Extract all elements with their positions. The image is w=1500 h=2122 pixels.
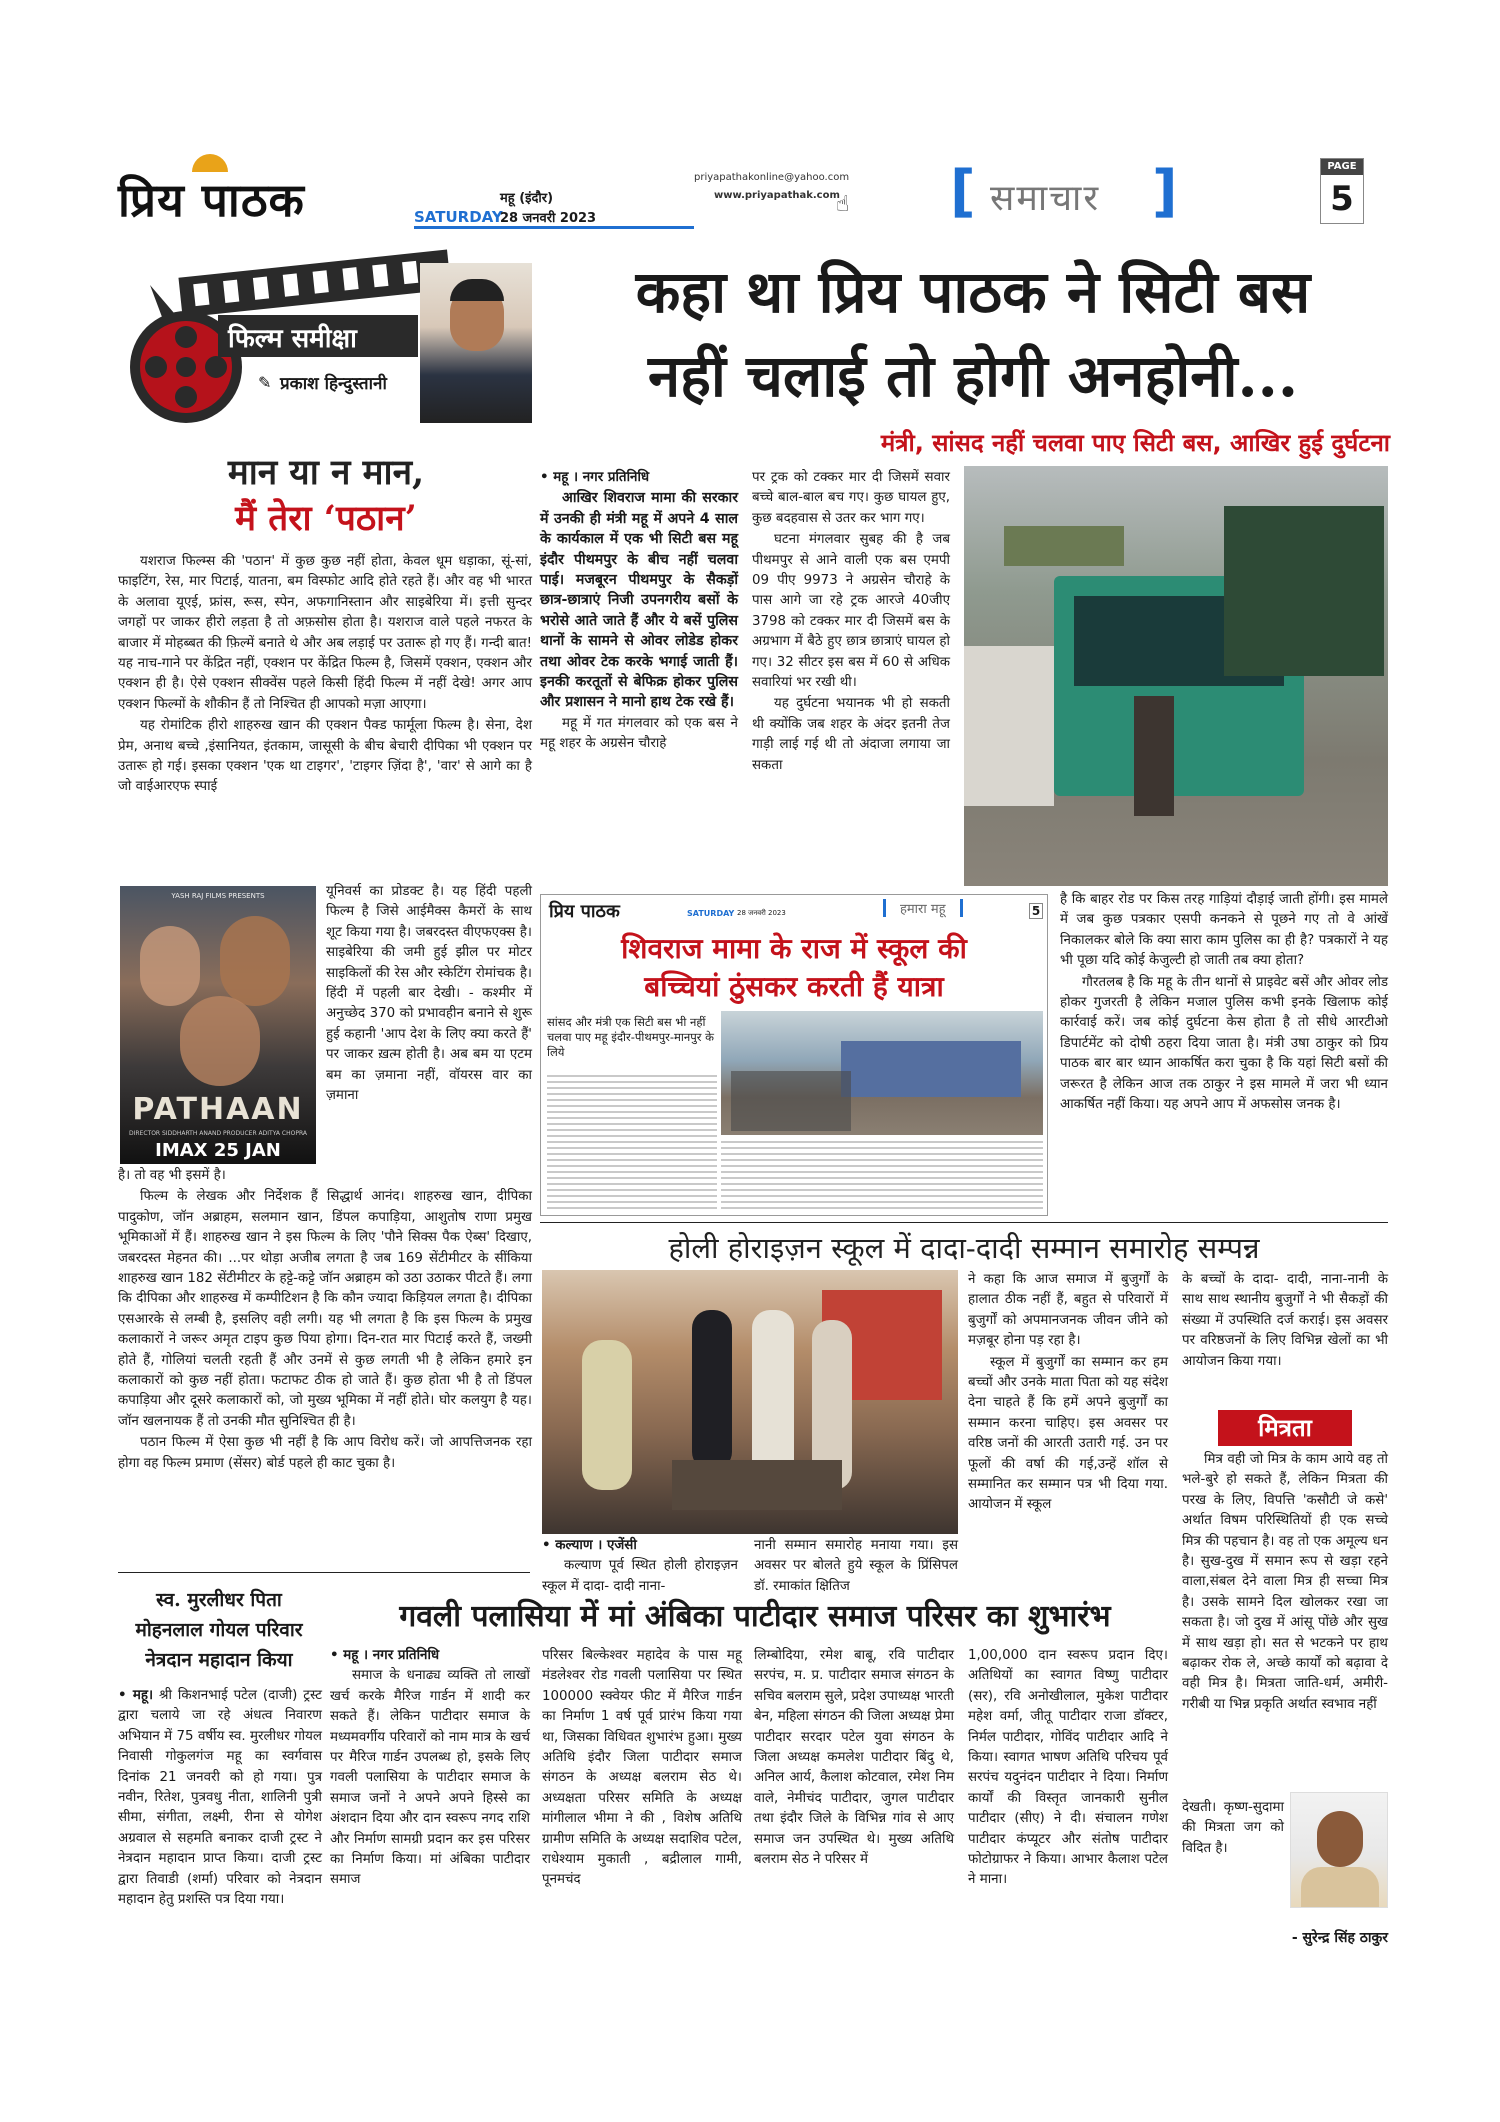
masthead-place: महू (इंदौर) xyxy=(500,191,554,206)
mitrata-head-box xyxy=(1218,1410,1352,1446)
masthead-email[interactable]: priyapathakonline@yahoo.com xyxy=(694,172,850,183)
goyal-headline-2: मोहनलाल गोयल परिवार xyxy=(135,1619,303,1641)
film-headline-1: मान या न मान, xyxy=(227,452,425,493)
mitrata-author-photo xyxy=(1290,1792,1388,1908)
mitrata-para: मित्र वही जो मित्र के काम आये वह तो भले-बुरे हो सकते हैं, लेकिन मित्रता की परख के लिए, विपत्ति 'कसौटी जे कसे' अर्थात विषम परिस्थितियों ही एक सच्चे मित्र की पहचान है। वह तो एक अमूल्य धन है। सुख-दुख में समान रूप से खड़ा रहने वाला,संबल देने वाला मित्र ही सच्चा मित्र है। उसके सामने दिल खोलकर रखा जा सकता है। जो दुख में आंसू पोंछे और सुख में साथ खड़ा हो। सत से भटकने पर हाथ बढ़ाकर रोक ले, अच्छे कार्यों को बढ़ावा दे वही मित्र है। मित्रता जाति-धर्म, अमीरी-गरीबी या भिन्न प्रकृति अर्थात स्वभाव नहीं xyxy=(1182,1452,1388,1712)
inset-day: SATURDAY xyxy=(687,909,735,918)
gavli-col-2-para: परिसर बिल्केश्वर महादेव के पास महू मंडलेश्वर रोड गवली पलासिया पर स्थित 100000 स्क्वेयर फीट में मैरिज गार्डन का निर्माण 1 वर्ष पूर्व प्रारंभ किया गया था, जिसका विधिवत शुभारंभ हुआ। मुख्य अतिथि इंदौर जिला पाटीदार समाज संगठन के अध्यक्ष बलराम सेठ थे। अध्यक्षता परिसर समिति के अध्यक्ष मांगीलाल भीमा ने की , विशेष अतिथि ग्रामीण समिति के अध्यक्ष सदाशिव पटेल, राधेश्याम मुकाती , बद्रीलाल गामी, पूनमचंद xyxy=(542,1648,742,1888)
poster-credit: DIRECTOR SIDDHARTH ANAND PRODUCER ADITYA CHOPRA xyxy=(129,1130,307,1137)
holi-col-3-para-1: ने कहा कि आज समाज में बुजुर्गों के हालात ठीक नहीं हैं, बहुत से परिवारों में बुजुर्गों को अपमानजनक जीवन जीने को मज़बूर होना पड़ रहा है। xyxy=(968,1272,1168,1349)
page-label: PAGE xyxy=(1321,159,1363,175)
masthead-day: SATURDAY xyxy=(414,208,503,226)
masthead-logo: प्रिय पाठक xyxy=(118,173,305,227)
page-box xyxy=(1320,158,1364,224)
film-para-3: फिल्म के लेखक और निर्देशक हैं सिद्धार्थ आनंद। शाहरुख खान, दीपिका पादुकोण, जॉन अब्राहम, सलमान खान, डिंपल कपाड़िया, आशुतोष राणा प्रमुख भूमिकाओं में हैं। शाहरुख खान ने इस फिल्म के लिए 'पौने सिक्स पैक ऐब्स' दिखाए, जबरदस्त मेहनत की। ...पर थोड़ा अजीब लगता है जब 169 सेंटीमीटर के सींकिया शाहरुख खान 182 सेंटीमीटर के हट्टे-कट्टे जॉन अब्राहम को उठा उठाकर पीटते हैं। लगा कि दीपिका और शाहरुख में कम्पीटिशन है कि कौन ज्यादा किड़ियल लगता है। दीपिका एसआरके से लम्बी है, इसलिए वही लगी। यह भी लगता है कि इस फिल्म के प्रमुख कलाकारों ने जरूर अमृत टाइप कुछ पिया होगा। दिन-रात मार पिटाई करते हैं, जख्मी होते हैं, गोलियां चलती रहती हैं और उनमें से कुछ लगती भी है लेकिन हमारे इन कलाकारों को कुछ नहीं होता। फटाफट ठीक हो जाते हैं। कुछ होता भी है तो डिंपल कपाड़िया और दूसरे कलाकारों को, जो मुख्य भूमिका में नहीं होते। घोर कलयुग है यह। जॉन खलनायक हैं तो उनकी मौत सुनिश्चित ही है। xyxy=(118,1189,532,1429)
inset-logo: प्रिय पाठक xyxy=(549,901,620,922)
film-para-4: पठान फिल्म में ऐसा कुछ भी नहीं है कि आप विरोध करें। जो आपत्तिजनक रहा होगा वह फिल्म प्रमाण (सेंसर) बोर्ड पहले ही काट चुका है। xyxy=(118,1435,532,1471)
goyal-para: श्री किशनभाई पटेल (दाजी) ट्रस्ट द्वारा चलाये जा रहे अंधत्व निवारण अभियान में 75 वर्षीय स्व. मुरलीधर गोयल निवासी गोकुलगंज महू का स्वर्गवास दिनांक 21 जनवरी को हो गया। पुत्र नवीन, रितेश, पुत्रवधु नीता, शालिनी पुत्री सीमा, संगीता, लक्ष्मी, रीना से योगेश अग्रवाल से सहमति बनाकर दाजी ट्रस्ट ने नेत्रदान महादान प्राप्त किया। दाजी ट्रस्ट द्वारा तिवाडी (शर्मा) परिवार को नेत्रदान महादान हेतु प्रशस्ति पत्र दिया गया। xyxy=(118,1688,322,1908)
inset-subheadline: सांसद और मंत्री एक सिटी बस भी नहीं चलवा पाए महू इंदौर-पीथमपुर-मानपुर के लिये xyxy=(547,1015,714,1059)
gavli-dateline: • महू । नगर प्रतिनिधि xyxy=(330,1648,440,1663)
holi-event-photo xyxy=(542,1270,958,1534)
bus-col-2-para-1: पर ट्रक को टक्कर मार दी जिसमें सवार बच्चे बाल-बाल बच गए। कुछ घायल हुए, कुछ बदहवास से उतर कर भाग गए। xyxy=(752,470,950,526)
gavli-col-4-para: 1,00,000 दान स्वरूप प्रदान दिए। अतिथियों का स्वागत विष्णु पाटीदार (सर), रवि अनोखीलाल, मुकेश पाटीदार महेश वर्मा, जीतू पाटीदार राजा डॉक्टर, निर्मल पाटीदार, गोविंद पाटीदार आदि ने किया। स्वागत भाषण अतिथि परिचय पूर्व सरपंच यदुनंदन पाटीदार ने दिया। निर्माण कार्यों की विस्तृत जानकारी सुनील पाटीदार (सीए) ने दी। संचालन गणेश पाटीदार कंप्यूटर और संतोष पाटीदार फोटोग्राफर ने किया। आभार कैलाश पटेल ने माना। xyxy=(968,1648,1168,1888)
holi-col-1 xyxy=(542,1536,738,1598)
holi-dateline: • कल्याण । एजेंसी xyxy=(542,1538,637,1553)
mitrata-tail xyxy=(1182,1798,1284,1860)
masthead-date: 28 जनवरी 2023 xyxy=(500,211,597,226)
film-body-1 xyxy=(118,552,532,799)
film-para-1: यशराज फिल्म्स की 'पठान' में कुछ कुछ नहीं होता, केवल धूम धड़ाका, सूं-सां, फाइटिंग, रेस, मार पिटाई, यातना, बम विस्फोट आदि होते रहते हैं। और वह भी भारत के अलावा यूएई, फ्रांस, रूस, स्पेन, अफगानिस्तान और साइबेरिया में। इत्ती सुन्दर जगहों पर जाकर हीरो लड़ता है तो अफ़सोस होता है। यशराज वाले पहले नफरत के बाजार में मोहब्बत की फ़िल्में बनाते थे और अब लड़ाई पर उतारू हो गए हैं। गन्दी बात! यह नाच-गाने पर केंद्रित नहीं, एक्शन पर केंद्रित फिल्म है, जिसमें एक्शन, एक्शन और एक्शन ही है। ऐसे एक्शन सीक्वेंस पहले किसी हिंदी फिल्म में नहीं देखे! अगर आप एक्शन फिल्मों के शौकीन हैं तो निश्चित ही आपको मज़ा आएगा। xyxy=(118,554,532,712)
film-body-3 xyxy=(118,1166,532,1475)
bus-dateline: • महू । नगर प्रतिनिधि xyxy=(540,470,650,485)
film-banner xyxy=(120,245,532,430)
bus-col-3-para-1: है कि बाहर रोड पर किस तरह गाड़ियां दौड़ाई जाती होंगी। इस मामले में जब कुछ पत्रकार एसपी कनकने से पूछने गए तो वे आंखें निकालकर बोले कि क्या सारा काम पुलिस का ही है? पत्रकारों ने यह भी पूछा यदि कोई केजुल्टी हो जाती तब क्या होता? xyxy=(1060,892,1388,969)
film-author: प्रकाश हिन्दुस्तानी xyxy=(280,374,387,394)
holi-col-2-para: नानी सम्मान समारोह मनाया गया। इस अवसर पर बोलते हुये स्कूल के प्रिंसिपल डॉ. रमाकांत क्षितिज xyxy=(754,1538,958,1594)
bus-col-3-para-2: गौरतलब है कि महू के तीन थानों से प्राइवेट बसें और ओवर लोड होकर गुजरती है लेकिन मजाल पुलिस कभी इनके खिलाफ कोई कार्रवाई करें। जब कोई दुर्घटना केस होता है तो सीधे आरटीओ डिपार्टमेंट को दोषी ठहरा दिया जाता है। मंत्री उषा ठाकुर को प्रिय पाठक बार बार ध्यान आकर्षित करा चुका है कि यहां सिटी बसों की जरूरत है लेकिन आज तक ठाकुर ने इस मामले में जरा भी ध्यान आकर्षित नहीं किया। यह अपने आप में अफसोस जनक है। xyxy=(1060,974,1388,1113)
section-bracket-left: [ xyxy=(950,159,976,224)
mitrata-headline: मित्रता xyxy=(1258,1414,1312,1442)
bus-col-1-para: महू में गत मंगलवार को एक बस ने महू शहर के अग्रसेन चौराहे xyxy=(540,715,738,752)
gavli-col-1-para: समाज के धनाढ्य व्यक्ति तो लाखों खर्च करके मैरिज गार्डन में शादी कर सकते हैं। लेकिन पाटीदार समाज के मध्यमवर्गीय परिवारों को नाम मात्र के खर्च पर मैरिज गार्डन उपलब्ध हो, इसके लिए गवली पलासिया के पाटीदार समाज के समाज जनों ने अपने अपने हिस्से का अंशदान दिया और दान स्वरूप नगद राशि और निर्माण सामग्री प्रदान कर इस परिसर का निर्माण किया। मां अंबिका पाटीदार समाज xyxy=(330,1668,530,1888)
masthead-web[interactable]: www.priyapathak.com xyxy=(714,190,840,201)
gavli-headline: गवली पलासिया में मां अंबिका पाटीदार समाज परिसर का शुभारंभ xyxy=(399,1599,1111,1634)
goyal-top-rule xyxy=(118,1572,530,1573)
film-banner-title: फिल्म समीक्षा xyxy=(228,324,357,354)
inset-body-text-2 xyxy=(721,1141,1043,1209)
holi-col-3-para-2: स्कूल में बुजुर्गों का सम्मान कर हम बच्चों और उनके माता पिता को यह संदेश देना चाहते हैं कि हमें अपने बुजुर्गों का सम्मान करना चाहिए। इस अवसर पर वरिष्ठ जनों की आरती उतारी गई. उन पर फूलों की वर्षा की गई,उन्हें शॉल से सम्मानित कर सम्मान पत्र भी दिया गया. आयोजन में स्कूल xyxy=(968,1354,1168,1513)
inset-page: 5 xyxy=(1029,903,1043,919)
bus-headline-1: कहा था प्रिय पाठक ने सिटी बस xyxy=(635,258,1311,326)
pathaan-poster xyxy=(120,886,316,1164)
holi-col-4 xyxy=(1182,1270,1388,1373)
bus-col-3 xyxy=(1060,890,1388,1116)
film-para-2b: यूनिवर्स का प्रोडक्ट है। यह हिंदी पहली फिल्म है जिसे आईमैक्स कैमरों के साथ शूट किया गया है। जबरदस्त वीएफएक्स है। साइबेरिया की जमी हुई झील पर मोटर साइकिलों की रेस और स्केटिंग रोमांचक है। हिंदी में पहली बार देखी। - कश्मीर में अनुच्छेद 370 को प्रभावहीन बनाने से शुरू हुई कहानी 'आप देश के लिए क्या करते हैं' पर जाकर ख़त्म होती है। अब बम या एटम बम का ज़माना नहीं, वॉयरस वार का ज़माना xyxy=(326,884,532,1104)
goyal-headline-1: स्व. मुरलीधर पिता xyxy=(156,1589,282,1611)
inset-section: हमारा महू xyxy=(883,899,963,917)
film-para-2a: यह रोमांटिक हीरो शाहरुख खान की एक्शन पैक्ड फार्मूला फिल्म है। सेना, देश प्रेम, अनाथ बच्चे ,इंसानियत, इंतकाम, जासूसी के बीच बेचारी दीपिका भी एक्शन पर उतारू हो गई। इसका एक्शन 'एक था टाइगर', 'टाइगर ज़िंदा है', 'वार' से आगे का है जो वाईआरएफ स्पाई xyxy=(118,718,532,795)
masthead xyxy=(110,150,1390,232)
holi-col-4-para: के बच्चों के दादा- दादी, नाना-नानी के साथ साथ स्थानीय बुजुर्गों ने भी सैकड़ों की संख्या में उपस्थिति दर्ज कराई। इस अवसर पर वरिष्ठजनों के लिए विभिन्न खेलों का भी आयोजन किया गया। xyxy=(1182,1272,1388,1369)
inset-date: 28 जनवरी 2023 xyxy=(737,909,786,917)
bus-col-2-para-3: यह दुर्घटना भयानक भी हो सकती थी क्योंकि जब शहर के अंदर इतनी तेज गाड़ी लाई गई थी तो अंदाजा लगाया जा सकता xyxy=(752,696,950,773)
bus-subheadline: मंत्री, सांसद नहीं चलवा पाए सिटी बस, आखिर हुई दुर्घटना xyxy=(880,429,1390,457)
inset-headline-1: शिवराज मामा के राज में स्कूल की xyxy=(621,932,967,965)
bus-col-2-para-2: घटना मंगलवार सुबह की है जब पीथमपुर से आने वाली एक बस एमपी 09 पीए 9973 ने अग्रसेन चौराहे के पास आगे जा रहे ट्रक आरजे 40जीए 3798 को टक्कर मार दी जिसमें बस के अग्रभाग में बैठे हुए छात्र छात्राएं घायल हो गए। 32 सीटर इस बस में 60 से अधिक सवारियां भर रखी थी। xyxy=(752,532,950,691)
inset-headline-2: बच्चियां ठुंसकर करती हैं यात्रा xyxy=(644,970,944,1003)
film-body-2 xyxy=(326,882,532,1107)
film-para-2c: है। तो वह भी इसमें है। xyxy=(118,1168,226,1183)
bus-accident-photo xyxy=(964,466,1388,886)
author-photo xyxy=(420,263,532,423)
gavli-col-3 xyxy=(754,1646,954,1871)
mitrata-author: - सुरेन्द्र सिंह ठाकुर xyxy=(1291,1930,1388,1946)
mitrata-tail-para: देखती। कृष्ण-सुदामा की मित्रता जग को विदित है। xyxy=(1182,1800,1284,1856)
holi-top-rule xyxy=(540,1222,1388,1223)
sun-logo-icon xyxy=(192,154,228,172)
section-bracket-right: ] xyxy=(1152,159,1178,224)
bus-lead: आखिर शिवराज मामा की सरकार में उनकी ही मंत्री महू में अपने 4 साल के कार्यकाल में एक भी सिटी बस महू इंदौर पीथमपुर के बीच नहीं चलवा पाई। मजबूरन पीथमपुर के सैकड़ों छात्र-छात्राएं निजी उपनगरीय बसों के भरोसे आते जाते हैं और ये बसें पुलिस थानों के सामने से ओवर लोडेड होकर तथा ओवर टेक करके भगाई जाती हैं। इनकी करतूतों से बेफिक्र होकर पुलिस और प्रशासन ने मानो हाथ टेक रखे हैं। xyxy=(540,490,738,711)
gavli-col-4 xyxy=(968,1646,1168,1892)
goyal-headline-3: नेत्रदान महादान किया xyxy=(145,1649,293,1671)
bus-headline-2: नहीं चलाई तो होगी अनहोनी... xyxy=(647,342,1299,410)
poster-top-text: YASH RAJ FILMS PRESENTS xyxy=(171,892,265,900)
poster-title: PATHAAN xyxy=(132,1092,304,1127)
holi-col-1-para: कल्याण पूर्व स्थित होली होराइज़न स्कूल में दादा- दादी नाना- xyxy=(542,1558,738,1594)
page-number: 5 xyxy=(1330,179,1354,219)
film-headline-2: मैं तेरा ‘पठान’ xyxy=(235,498,417,539)
bus-col-2 xyxy=(752,468,950,777)
gavli-col-1 xyxy=(330,1646,530,1892)
inset-students-photo xyxy=(721,1011,1043,1135)
holi-col-2 xyxy=(754,1536,958,1598)
gavli-col-3-para: लिम्बोदिया, रमेश बाबू, रवि पाटीदार सरपंच, म. प्र. पाटीदार समाज संगठन के सचिव बलराम सुले, प्रदेश उपाध्यक्ष भारती बेन, महिला संगठन की जिला अध्यक्ष प्रेमा पाटीदार सरदार पटेल युवा संगठन के जिला अध्यक्ष कमलेश पाटीदार बिंदु थे, अनिल आर्य, कैलाश कोटवाल, रमेश निम वाले, नेमीचंद पाटीदार, जुगल पाटीदार तथा इंदौर जिले के विभिन्न गांव से आए समाज जन उपस्थित थे। मुख्य अतिथि बलराम सेठ ने परिसर में xyxy=(754,1648,954,1868)
holi-headline: होली होराइज़न स्कूल में दादा-दादी सम्मान समारोह सम्पन्न xyxy=(668,1231,1260,1265)
goyal-dateline: • महू। xyxy=(118,1688,154,1703)
goyal-body xyxy=(118,1686,322,1911)
gavli-col-2 xyxy=(542,1646,742,1892)
pen-icon: ✎ xyxy=(258,373,272,392)
masthead-rule xyxy=(414,226,694,229)
holi-col-3 xyxy=(968,1270,1168,1517)
hand-pointer-icon: ☝ xyxy=(836,192,850,217)
inset-body-text xyxy=(547,1075,717,1209)
bus-col-1 xyxy=(540,468,738,756)
mitrata-body xyxy=(1182,1450,1388,1716)
poster-date: IMAX 25 JAN xyxy=(155,1140,281,1161)
section-label: समाचार xyxy=(990,178,1101,219)
inset-clipping xyxy=(540,894,1048,1216)
